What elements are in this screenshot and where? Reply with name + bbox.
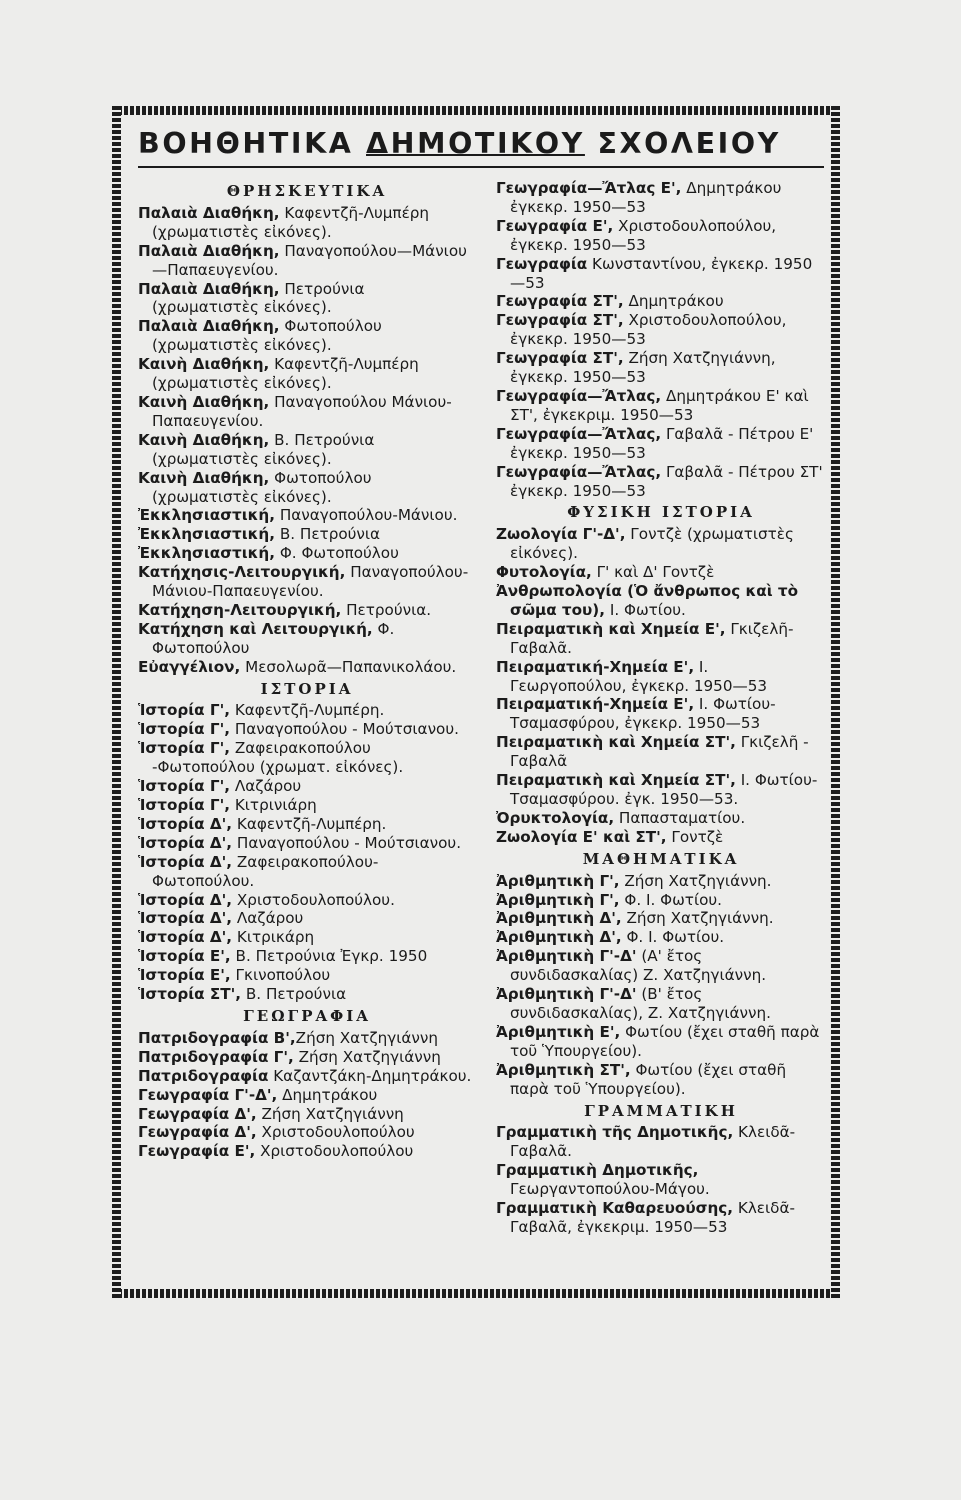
section-heading-istoria: ΙΣΤΟΡΙΑ bbox=[260, 679, 354, 698]
entry-title: Ἱστορία Δ', bbox=[138, 814, 233, 833]
page-frame bbox=[112, 106, 840, 1298]
entry-title: Ἀριθμητικὴ Γ'-Δ' bbox=[496, 947, 637, 966]
list-item bbox=[138, 853, 476, 891]
list-item bbox=[138, 796, 476, 815]
entry-details: Παπασταματίου. bbox=[614, 808, 746, 827]
list-item bbox=[496, 891, 826, 910]
entry-title: Γεωγραφία ΣΤ', bbox=[496, 292, 624, 311]
entry-details: Πετρούνια. bbox=[341, 600, 432, 619]
entry-title: Γεωγραφία—Ἄτλας, bbox=[496, 424, 662, 443]
list-item bbox=[138, 1142, 476, 1161]
entry-title: Πειραματική-Χημεία Ε', bbox=[496, 695, 695, 714]
entry-details: Β. Πετρούνια bbox=[275, 525, 381, 544]
entry-details: Ζαφειρακοπούλου -Φωτοπούλου (χρωματ. εἰκόνες). bbox=[152, 739, 404, 777]
list-item bbox=[138, 891, 476, 910]
entry-details: Λαζάρου bbox=[230, 777, 302, 796]
entry-title: Γεωγραφία—Ἄτλας, bbox=[496, 462, 662, 481]
list-item bbox=[496, 828, 826, 847]
list-item bbox=[138, 1029, 476, 1048]
entry-details: Ζήση Χατζηγιάννη. bbox=[619, 871, 772, 890]
entry-title: Ἱστορία Γ', bbox=[138, 701, 230, 720]
entry-title: Καινὴ Διαθήκη, bbox=[138, 430, 270, 449]
list-fysiki-istoria bbox=[496, 525, 826, 846]
list-item bbox=[138, 658, 476, 677]
entry-details: Φ. Φωτοπούλου bbox=[275, 544, 399, 563]
entry-title: Καινὴ Διαθήκη, bbox=[138, 468, 270, 487]
entry-title: Πειραματικὴ καὶ Χημεία ΣΤ', bbox=[496, 733, 736, 752]
list-item bbox=[496, 525, 826, 563]
list-item bbox=[496, 928, 826, 947]
entry-details: Καφεντζῆ-Λυμπέρη (χρωματιστὲς εἰκόνες). bbox=[152, 355, 419, 393]
entry-details: Β. Πετρούνια (χρωματιστὲς εἰκόνες). bbox=[152, 430, 375, 468]
list-item bbox=[138, 506, 476, 525]
entry-details: Παναγοπούλου-Μάνιου. bbox=[275, 506, 458, 525]
entry-details: Β. Πετρούνια bbox=[241, 985, 347, 1004]
entry-title: Ἱστορία Γ', bbox=[138, 796, 230, 814]
entry-details: Παναγοπούλου-Μάνιου-Παπαευγενίου. bbox=[152, 563, 469, 601]
list-item bbox=[496, 463, 826, 501]
entry-details: Φωτίου (ἔχει σταθῆ παρὰ τοῦ Ὑπουργείου). bbox=[510, 1060, 787, 1098]
list-item bbox=[496, 349, 826, 387]
entry-details: Ζήση Χατζηγιάννη, ἐγκεκρ. 1950—53 bbox=[510, 349, 776, 387]
entry-title: Ἀριθμητικὴ Γ'-Δ' bbox=[496, 985, 637, 1004]
entry-details: Καφεντζῆ-Λυμπέρη. bbox=[232, 814, 387, 833]
entry-details: Κωνσταντίνου, ἐγκεκρ. 1950—53 bbox=[510, 254, 813, 292]
list-item bbox=[496, 255, 826, 293]
list-item bbox=[138, 355, 476, 393]
list-item bbox=[138, 834, 476, 853]
list-item bbox=[496, 1123, 826, 1161]
entry-title: Ζωολογία Ε' καὶ ΣΤ', bbox=[496, 827, 667, 846]
list-item bbox=[496, 217, 826, 255]
decorative-border-right bbox=[831, 106, 840, 1298]
entry-details: Ζήση Χατζηγιάννη bbox=[256, 1104, 404, 1123]
list-item bbox=[496, 1023, 826, 1061]
entry-title: Γεωγραφία ΣΤ', bbox=[496, 349, 624, 368]
entry-details: Β. Πετρούνια Ἐγκρ. 1950 bbox=[230, 947, 428, 966]
entry-title: Γεωγραφία bbox=[496, 254, 588, 273]
entry-title: Παλαιὰ Διαθήκη, bbox=[138, 241, 280, 260]
list-item bbox=[138, 815, 476, 834]
entry-title: Γεωγραφία Δ', bbox=[138, 1123, 257, 1142]
list-grammatiki bbox=[496, 1123, 826, 1236]
entry-title: Ἱστορία Δ', bbox=[138, 909, 233, 928]
list-item bbox=[496, 809, 826, 828]
entry-details: Κλειδᾶ-Γαβαλᾶ. bbox=[510, 1123, 796, 1161]
entry-title: Γεωγραφία—Ἄτλας, bbox=[496, 386, 662, 405]
entry-title: Ἱστορία ΣΤ', bbox=[138, 985, 242, 1004]
entry-details: Δημητράκου bbox=[623, 292, 724, 311]
entry-title: Καινὴ Διαθήκη, bbox=[138, 355, 270, 374]
entry-title: Κατήχηση καὶ Λειτουργική, bbox=[138, 619, 373, 638]
entry-details: Χριστοδουλοπούλου, ἐγκεκρ. 1950—53 bbox=[510, 216, 777, 254]
entry-details: Παναγοπούλου—Μάνιου—Παπαευγενίου. bbox=[152, 241, 467, 279]
entry-title: Ἱστορία Δ', bbox=[138, 833, 233, 852]
entry-details: Καζαντζάκη-Δημητράκου. bbox=[268, 1066, 472, 1085]
entry-details: Κιτρινιάρη bbox=[230, 796, 317, 814]
entry-details: Φωτοπούλου (χρωματιστὲς εἰκόνες). bbox=[152, 317, 382, 355]
entry-title: Παλαιὰ Διαθήκη, bbox=[138, 203, 280, 222]
page-title bbox=[138, 124, 824, 168]
entry-title: Ἱστορία Γ', bbox=[138, 739, 230, 758]
list-geografia-left bbox=[138, 1029, 476, 1161]
list-item bbox=[496, 695, 826, 733]
list-item bbox=[138, 563, 476, 601]
entry-details: Ι. Φωτίου. bbox=[605, 600, 686, 619]
list-item bbox=[496, 1061, 826, 1099]
list-item bbox=[138, 1086, 476, 1105]
entry-title: Γεωγραφία Ε', bbox=[496, 216, 614, 235]
entry-details: Γαβαλᾶ - Πέτρου Ε' ἐγκεκρ. 1950—53 bbox=[510, 424, 814, 462]
entry-title: Ἱστορία Γ', bbox=[138, 720, 230, 739]
entry-details: Ζήση Χατζηγιάννη. bbox=[621, 909, 774, 928]
entry-details: Χριστοδουλοπούλου, ἐγκεκρ. 1950—53 bbox=[510, 311, 787, 349]
list-item bbox=[138, 985, 476, 1004]
entry-details: Λαζάρου bbox=[232, 909, 304, 928]
entry-title: Γεωγραφία Γ'-Δ', bbox=[138, 1085, 278, 1104]
list-item bbox=[138, 620, 476, 658]
entry-title: Παλαιὰ Διαθήκη, bbox=[138, 279, 280, 298]
list-item bbox=[496, 985, 826, 1023]
entry-details: Φ. Ι. Φωτίου. bbox=[619, 890, 722, 909]
section-heading-mathimatika: ΜΑΘΗΜΑΤΙΚΑ bbox=[582, 849, 740, 868]
left-column bbox=[138, 179, 476, 1161]
list-item bbox=[138, 701, 476, 720]
right-column bbox=[496, 179, 826, 1237]
entry-title: Κατήχηση-Λειτουργική, bbox=[138, 600, 342, 619]
list-item bbox=[138, 525, 476, 544]
entry-title: Πειραματικὴ καὶ Χημεία ΣΤ', bbox=[496, 771, 736, 790]
entry-title: Ἐκκλησιαστική, bbox=[138, 544, 276, 563]
list-item bbox=[138, 317, 476, 355]
entry-details: (Β' ἔτος συνδιδασκαλίας), Ζ. Χατζηγιάννη. bbox=[510, 985, 771, 1022]
entry-details: Παναγοπούλου Μάνιου-Παπαευγενίου. bbox=[152, 392, 452, 430]
list-item bbox=[138, 909, 476, 928]
list-item bbox=[138, 739, 476, 777]
entry-details: Ζήση Χατζηγιάννη bbox=[295, 1028, 438, 1047]
entry-details: Κλειδᾶ-Γαβαλᾶ, ἐγκεκριμ. 1950—53 bbox=[510, 1199, 795, 1236]
list-item bbox=[496, 947, 826, 985]
entry-title: Φυτολογία, bbox=[496, 563, 592, 582]
entry-title: Γραμματικὴ Δημοτικῆς, bbox=[496, 1161, 699, 1180]
entry-title: Παλαιὰ Διαθήκη, bbox=[138, 317, 280, 336]
entry-details: Ι. Γεωργοπούλου, ἐγκεκρ. 1950—53 bbox=[510, 657, 768, 695]
list-item bbox=[138, 601, 476, 620]
entry-title: Πατριδογραφία bbox=[138, 1066, 269, 1085]
title-word-2: ΔΗΜΟΤΙΚΟΥ bbox=[366, 127, 585, 160]
entry-details: Καφεντζῆ-Λυμπέρη (χρωματιστὲς εἰκόνες). bbox=[152, 203, 430, 241]
list-item bbox=[138, 928, 476, 947]
list-item bbox=[138, 1067, 476, 1086]
list-item bbox=[138, 1123, 476, 1142]
entry-title: Κατήχησις-Λειτουργική, bbox=[138, 563, 346, 582]
entry-title: Γεωγραφία Δ', bbox=[138, 1104, 257, 1123]
entry-title: Ζωολογία Γ'-Δ', bbox=[496, 525, 626, 544]
list-item bbox=[496, 563, 826, 582]
list-item bbox=[138, 204, 476, 242]
list-item bbox=[496, 771, 826, 809]
list-item bbox=[138, 947, 476, 966]
title-word-3: ΣΧΟΛΕΙΟΥ bbox=[597, 127, 781, 160]
entry-details: Δημητράκου ἐγκεκρ. 1950—53 bbox=[510, 179, 782, 216]
list-item bbox=[138, 544, 476, 563]
entry-title: Ἀριθμητικὴ ΣΤ', bbox=[496, 1060, 631, 1079]
entry-title: Ἱστορία Ε', bbox=[138, 966, 231, 985]
entry-title: Πατριδογραφία Β', bbox=[138, 1028, 296, 1047]
section-heading-thriskeftika: ΘΡΗΣΚΕΥΤΙΚΑ bbox=[226, 182, 388, 200]
title-word-1: ΒΟΗΘΗΤΙΚΑ bbox=[138, 127, 354, 160]
list-geografia-right bbox=[496, 179, 826, 500]
entry-title: Ἀνθρωπολογία (Ὁ ἄνθρωπος καὶ τὸ σῶμα του), bbox=[496, 582, 799, 619]
entry-title: Γραμματικὴ τῆς Δημοτικῆς, bbox=[496, 1123, 734, 1142]
list-item bbox=[496, 872, 826, 891]
entry-details: Ι. Φωτίου-Τσαμασφύρου. ἐγκ. 1950—53. bbox=[510, 771, 818, 808]
list-item bbox=[138, 1048, 476, 1067]
entry-details: Χριστοδουλοπούλου. bbox=[232, 890, 395, 909]
entry-details: Χριστοδουλοπούλου bbox=[256, 1123, 415, 1142]
entry-details: Παναγοπούλου - Μούτσιανου. bbox=[230, 720, 459, 739]
entry-details: Δημητράκου Ε' καὶ ΣΤ', ἐγκεκριμ. 1950—53 bbox=[510, 386, 809, 424]
entry-details: Ι. Φωτίου-Τσαμασφύρου, ἐγκεκρ. 1950—53 bbox=[510, 695, 776, 733]
entry-details: Φ. Φωτοπούλου bbox=[152, 619, 395, 657]
section-heading-fysiki-istoria: ΦΥΣΙΚΗ ΙΣΤΟΡΙΑ bbox=[567, 503, 755, 522]
entry-details: Χριστοδουλοπούλου bbox=[255, 1142, 414, 1161]
entry-title: Εὐαγγέλιον, bbox=[138, 657, 241, 676]
entry-details: Παναγοπούλου - Μούτσιανου. bbox=[232, 833, 462, 852]
list-mathimatika bbox=[496, 872, 826, 1099]
entry-title: Πειραματική-Χημεία Ε', bbox=[496, 657, 695, 676]
section-heading-geografia: ΓΕΩΓΡΑΦΙΑ bbox=[243, 1006, 371, 1025]
list-item bbox=[496, 582, 826, 620]
entry-title: Ὀρυκτολογία, bbox=[496, 808, 615, 827]
entry-details: Καφεντζῆ-Λυμπέρη. bbox=[230, 701, 385, 720]
entry-title: Πατριδογραφία Γ', bbox=[138, 1047, 294, 1066]
list-item bbox=[496, 311, 826, 349]
list-item bbox=[138, 720, 476, 739]
entry-title: Ἱστορία Δ', bbox=[138, 852, 233, 871]
entry-title: Γεωγραφία—Ἄτλας Ε', bbox=[496, 179, 682, 197]
list-thriskeftika bbox=[138, 204, 476, 677]
list-item bbox=[496, 658, 826, 696]
entry-title: Γεωγραφία Ε', bbox=[138, 1142, 256, 1161]
entry-details: Γοντζὲ bbox=[666, 827, 724, 846]
entry-details: Φ. Ι. Φωτίου. bbox=[621, 928, 725, 947]
list-item bbox=[138, 280, 476, 318]
entry-details: Φωτίου (ἔχει σταθῆ παρὰ τοῦ Ὑπουργείου). bbox=[510, 1022, 820, 1060]
section-heading-grammatiki: ΓΡΑΜΜΑΤΙΚΗ bbox=[584, 1101, 738, 1120]
entry-title: Ἀριθμητικὴ Ε', bbox=[496, 1022, 621, 1041]
list-istoria bbox=[138, 701, 476, 1004]
entry-title: Ἱστορία Γ', bbox=[138, 777, 230, 796]
entry-title: Ἀριθμητικὴ Δ', bbox=[496, 909, 622, 928]
entry-details: (Α' ἔτος συνδιδασκαλίας) Ζ. Χατζηγιάννη. bbox=[510, 947, 767, 985]
list-item bbox=[496, 733, 826, 771]
entry-title: Ἱστορία Ε', bbox=[138, 947, 231, 966]
list-item bbox=[138, 777, 476, 796]
list-item bbox=[496, 909, 826, 928]
decorative-border-left bbox=[112, 106, 121, 1298]
list-item bbox=[496, 620, 826, 658]
list-item bbox=[496, 1161, 826, 1199]
entry-title: Ἀριθμητικὴ Γ', bbox=[496, 890, 620, 909]
list-item bbox=[138, 469, 476, 507]
list-item bbox=[496, 179, 826, 217]
entry-title: Ἐκκλησιαστική, bbox=[138, 506, 276, 525]
list-item bbox=[496, 1199, 826, 1237]
entry-details: Μεσολωρᾶ—Παπανικολάου. bbox=[240, 657, 457, 676]
list-item bbox=[138, 431, 476, 469]
list-item bbox=[138, 393, 476, 431]
entry-details: Γκιζελῆ - Γαβαλᾶ bbox=[510, 733, 809, 771]
entry-details: Φωτοπούλου (χρωματιστὲς εἰκόνες). bbox=[152, 468, 372, 506]
entry-details: Γαβαλᾶ - Πέτρου ΣΤ' ἐγκεκρ. 1950—53 bbox=[510, 462, 823, 500]
entry-details: Πετρούνια (χρωματιστὲς εἰκόνες). bbox=[152, 279, 365, 317]
entry-details: Ζήση Χατζηγιάννη bbox=[293, 1047, 441, 1066]
list-item bbox=[496, 425, 826, 463]
entry-details: Δημητράκου bbox=[277, 1085, 378, 1104]
entry-title: Πειραματικὴ καὶ Χημεία Ε', bbox=[496, 619, 726, 638]
list-item bbox=[138, 242, 476, 280]
entry-title: Ἱστορία Δ', bbox=[138, 890, 233, 909]
list-item bbox=[138, 1105, 476, 1124]
entry-details: Γ' καὶ Δ' Γοντζὲ bbox=[591, 563, 715, 582]
entry-details: Ζαφειρακοπούλου-Φωτοπούλου. bbox=[152, 852, 379, 890]
entry-details: Γκινοπούλου bbox=[230, 966, 331, 985]
entry-title: Γραμματικὴ Καθαρευούσης, bbox=[496, 1199, 734, 1218]
entry-details: Γοντζὲ (χρωματιστὲς εἰκόνες). bbox=[510, 525, 794, 563]
list-item bbox=[496, 387, 826, 425]
entry-title: Ἀριθμητικὴ Δ', bbox=[496, 928, 622, 947]
entry-title: Γεωγραφία ΣΤ', bbox=[496, 311, 624, 330]
list-item bbox=[138, 966, 476, 985]
entry-details: Γκιζελῆ-Γαβαλᾶ. bbox=[510, 619, 794, 657]
entry-title: Καινὴ Διαθήκη, bbox=[138, 392, 270, 411]
entry-details: Γεωργαντοπούλου-Μάγου. bbox=[510, 1180, 710, 1199]
entry-title: Ἱστορία Δ', bbox=[138, 928, 233, 947]
entry-title: Ἀριθμητικὴ Γ', bbox=[496, 871, 620, 890]
decorative-border-top bbox=[112, 106, 840, 115]
list-item bbox=[496, 292, 826, 311]
entry-details: Κιτρικάρη bbox=[232, 928, 315, 947]
decorative-border-bottom bbox=[112, 1289, 840, 1298]
entry-title: Ἐκκλησιαστική, bbox=[138, 525, 276, 544]
